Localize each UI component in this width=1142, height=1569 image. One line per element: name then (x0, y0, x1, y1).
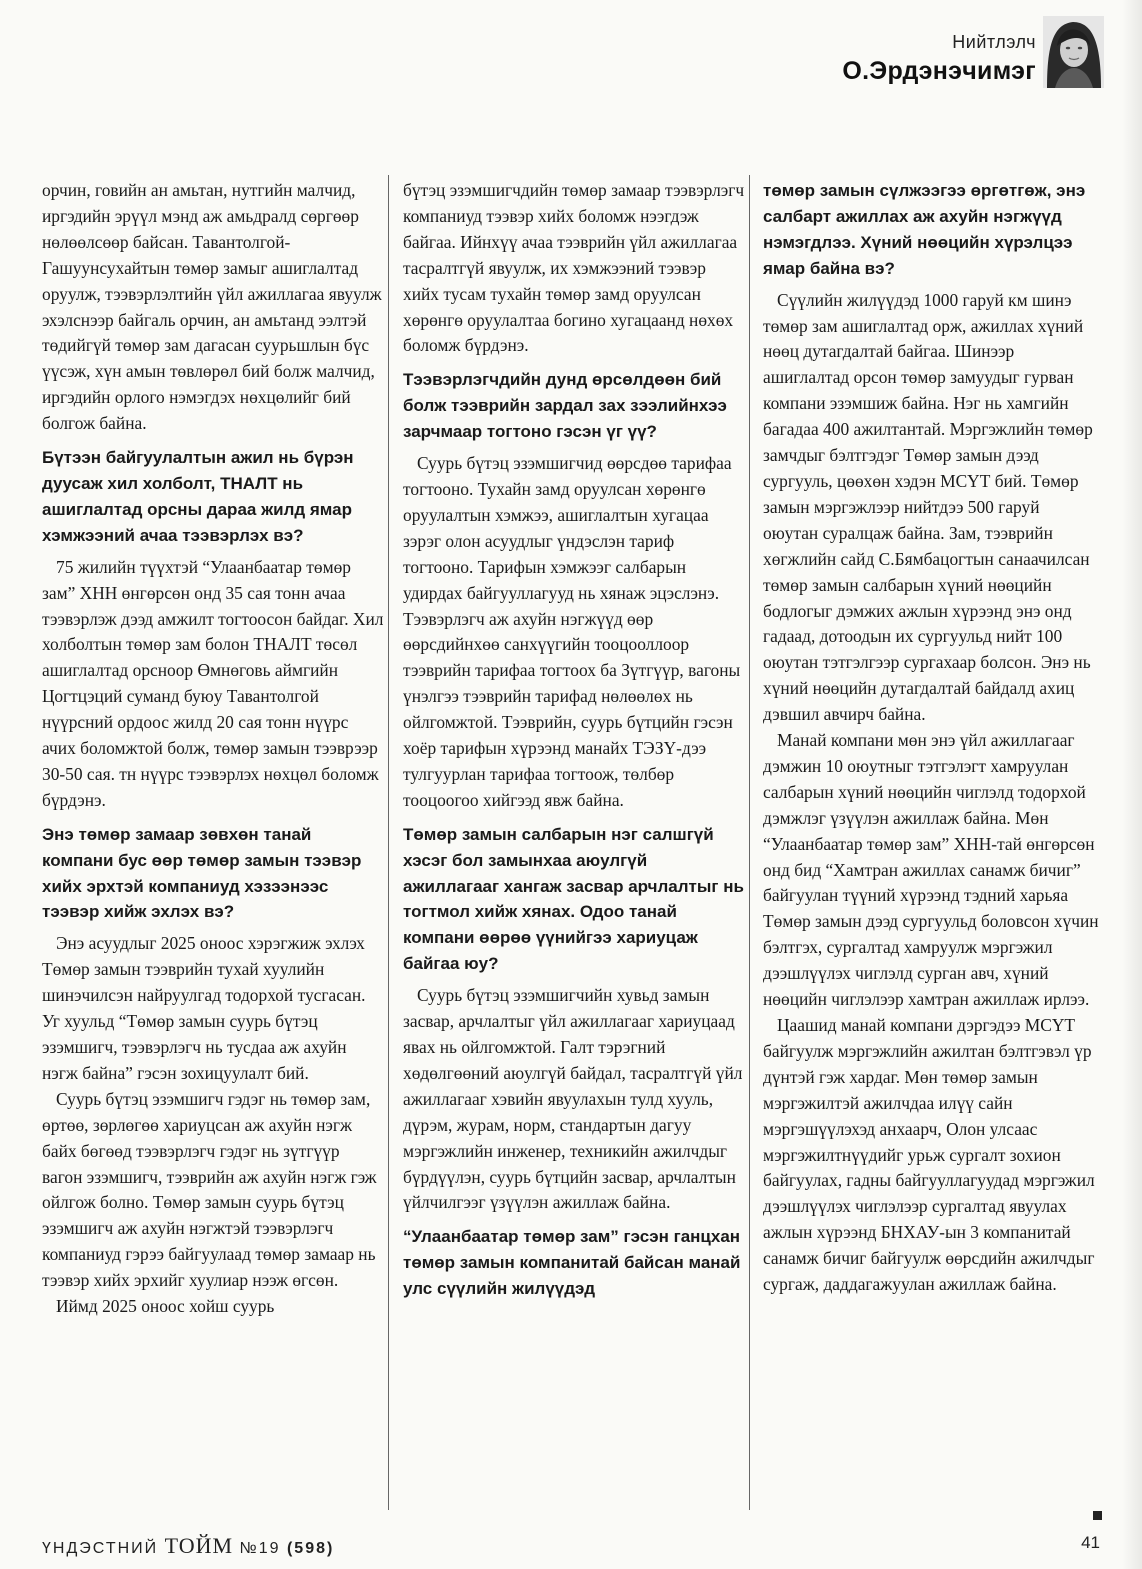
article-paragraph: бүтэц эзэмшигчдийн төмөр замаар тээвэрлэгч компаниуд тээвэр хийх боломж нээгдэж байгаа. Ийнхүү ачаа тээврийн үйл ажиллагаа тасралтгүй явуулж, их хэмжээний тээвэр хийх тусам тухайн төмөр замд оруулсан хөрөнгө оруулалтаа богино хугацаанд нөхөх боломж бүрдэнэ. (403, 180, 745, 356)
page-edge (1122, 0, 1142, 1569)
article-paragraph: 75 жилийн түүхтэй “Улаанбаатар төмөр зам” ХНН өнгөрсөн онд 35 сая тонн ачаа тээвэрлэж дээд амжилт тогтоосон байдаг. Хил холболтын төмөр зам болон ТНАЛТ төсөл ашиглалтад орсноор Өмнөговь аймгийн Цогтцэций суманд буюу Тавантолгой нүүрсний ордоос жилд 20 сая тонн нүүрс ачих боломжтой болж, төмөр замын тээврээр 30-50 сая. тн нүүрс тээвэрлэх нөхцөл боломж бүрдэнэ. (42, 556, 384, 810)
article-paragraph: орчин, говийн ан амьтан, нутгийн малчид, иргэдийн эрүүл мэнд аж амьдралд сөргөөр нөлөөлсөөр байсан. Тавантолгой-Гашуунсухайтын төмөр замыг ашиглалтад оруулж, тээвэрлэлтийн үйл ажиллагаа явуулж эхэлснээр байгаль орчин, ан амьтанд ээлтэй төдийгүй төмөр зам дагасан суурьшлын бүс үүсэж, хүн амын төвлөрөл бий болж малчид, иргэдийн орлого нэмэгдэх нөхцөлийг бий болгож байна. (42, 180, 382, 434)
article-paragraph: Манай компани мөн энэ үйл ажиллагааг дэмжин 10 оюутныг тэтгэлэгт хамруулан салбарын хүний нөөцийн чиглэлд тодорхой дэмжлэг үзүүлэн ажиллаж байна. Мөн “Улаанбаатар төмөр зам” ХНН-тай өнгөрсөн онд бид “Хамтран ажиллах санамж бичиг” байгуулан түүний хүрээнд тэдний харьяа Төмөр замын дээд сургуульд боловсон хүчин бэлтгэх, сургалтад хамруулж мэргэжил дээшлүүлэх чиглэлд сурган авч, хүний нөөцийн чиглэлээр хамтран ажиллаж ирлээ. (763, 730, 1099, 1010)
page-number: 41 (1081, 1533, 1100, 1552)
article-paragraph: Цаашид манай компани дэргэдээ МСҮТ байгуулж мэргэжлийн ажилтан бэлтгэвэл үр дүнтэй гэж хардаг. Мөн төмөр замын мэргэжилтэй ажилчдаа илүү сайн мэргэшүүлэхэд анхаарч, Олон улсаас мэргэжилтнүүдийг урьж сургалт зохион байгуулах, гадны байгууллагуудад мэргэжил дээшлүүлэх чиглэлээр сургалтад явуулах ажлын хүрээнд БНХАУ-ын 3 компанитай санамж бичиг байгуулж өөрсдийн ажилчдыг сургаж, даддагажуулан ажиллаж байна. (763, 1015, 1095, 1295)
article-paragraph: Суурь бүтэц эзэмшигч гэдэг нь төмөр зам, өртөө, зөрлөгөө хариуцсан аж ахуйн нэгж байх бөгөөд тээвэрлэгч гэдэг нь зүтгүүр вагон эзэмшигч, тээврийн аж ахуйн нэгж гэж ойлгож болно. Төмөр замын суурь бүтэц эзэмшигч аж ахуйн нэгжтэй тээвэрлэгч компаниуд гэрээ байгуулаад төмөр замаар нь тээвэр хийх эрхийг хуулиар нээж өгсөн. (42, 1088, 377, 1291)
issue-number: №19 (239, 1540, 281, 1557)
article-column-3 (763, 178, 1099, 1298)
column-rule-1 (388, 175, 389, 1510)
author-role: Нийтлэлч (952, 32, 1036, 52)
magazine-title (42, 1533, 334, 1559)
interview-question: төмөр замын сүлжээгээ өргөтгөж, энэ салбарт ажиллах аж ахуйн нэгжүүд нэмэгдлээ. Хүний нөөцийн хүрэлцээ ямар байна вэ? (763, 181, 1086, 278)
article-column-1 (42, 178, 384, 1320)
interview-question: Төмөр замын салбарын нэг салшгүй хэсэг бол замынхаа аюулгүй ажиллагааг хангаж засвар арчлалтыг нь тогтмол хийж хянах. Одоо танай компани өөрөө үүнийгээ хариуцаж байгаа юу? (403, 824, 744, 974)
article-paragraph: Суурь бүтэц эзэмшигчийн хувьд замын засвар, арчлалтыг үйл ажиллагааг хариуцаад явах нь ойлгомжтой. Галт тэрэгний хөдөлгөөний аюулгүй байдал, тасралтгүй үйл ажиллагааг хэвийн явуулахын тулд хууль, дүрэм, журам, норм, стандартын дагуу мэргэжлийн инженер, техникийн ажилчдыг бүрдүүлэн, суурь бүтцийн засвар, арчлалтын үйлчилгээг үзүүлэн ажиллаж байна. (403, 985, 743, 1213)
author-name: О.Эрдэнэчимэг (842, 57, 1036, 85)
issue-total: (598) (286, 1540, 335, 1557)
interview-question: “Улаанбаатар төмөр зам” гэсэн ганцхан төмөр замын компанитай байсан манай улс сүүлийн жилүүдэд (403, 1227, 741, 1299)
article-paragraph: Суурь бүтэц эзэмшигчид өөрсдөө тарифаа тогтооно. Тухайн замд оруулсан хөрөнгө оруулалтын хэмжээ, ашиглалтын хугацаа зэрэг олон асуудлыг үндэслэн тариф тогтооно. Тарифын хэмжээг салбарын удирдах байгууллагууд нь хянаж эцэслэнэ. Тээвэрлэгч аж ахуйн нэгжүүд өөр өөрсдийнхөө санхүүгийн тооцооллоор тээврийн тарифаа тогтоох ба Зүтгүүр, вагоны үнэлгээ тээврийн тарифад нөлөөлөх нь ойлгомжтой. Тээврийн, суурь бүтцийн гэсэн хоёр тарифын хүрээнд манайх ТЭЗҮ-дээ тулгуурлан тарифаа тогтоож, төлбөр тооцоогоо хийгээд явж байна. (403, 453, 741, 810)
article-paragraph: Иймд 2025 оноос хойш суурь (56, 1296, 275, 1317)
author-byline (842, 26, 1036, 86)
interview-question: Тээвэрлэгчдийн дунд өрсөлдөөн бий болж тээврийн зардал зах зээлийнхээ зарчмаар тогтоно гэсэн үг үү? (403, 370, 727, 442)
page-footer (42, 1533, 1100, 1559)
article-end-mark (1093, 1511, 1102, 1520)
author-portrait (1043, 16, 1104, 88)
column-rule-2 (749, 175, 750, 1510)
interview-question: Энэ төмөр замаар зөвхөн танай компани бус өөр төмөр замын тээвэр хийх эрхтэй компаниуд хэзээнээс тээвэр хийж эхлэх вэ? (42, 824, 362, 922)
article-paragraph: Сүүлийн жилүүдэд 1000 гаруй км шинэ төмөр зам ашиглалтад орж, ажиллах хүний нөөц дутагдалтай байгаа. Шинээр ашиглалтад орсон төмөр замуудыг гурван компани эзэмшиж байна. Нэг нь хамгийн багадаа 400 ажилтантай. Мэргэжлийн төмөр замчдыг бэлтгэдэг Төмөр замын дээд сургууль, цөөхөн хэдэн МСҮТ бий. Төмөр замын мэргэжлээр нийтдээ 500 гаруй оюутан суралцаж байна. Зам, тээврийн хөгжлийн сайд С.Бямбацогтын санаачилсан төмөр замын салбарын хүний нөөцийн бодлогыг дэмжих ажлын хүрээнд энэ онд гадаад, дотоодын их сургуульд нийт 100 оюутан тэтгэлгээр сургахаар болсон. Энэ нь хүний нөөцийн дутагдалтай байдалд ахиц дэвшил авчирч байна. (763, 289, 1093, 725)
magazine-prefix: ҮНДЭСТНИЙ (42, 1540, 159, 1557)
interview-question: Бүтээн байгуулалтын ажил нь бүрэн дуусаж хил холболт, ТНАЛТ нь ашиглалтад орсны дараа жилд ямар хэмжээний ачаа тээвэрлэх вэ? (42, 448, 354, 545)
magazine-brand: ТОЙМ (164, 1533, 234, 1558)
article-paragraph: Энэ асуудлыг 2025 оноос хэрэгжиж эхлэх Төмөр замын тээврийн тухай хуулийн шинэчилсэн найруулгад тодорхой тусгасан. Уг хуульд “Төмөр замын суурь бүтэц эзэмшигч, тээвэрлэгч нь тусдаа аж ахуйн нэгж байна” гэсэн зохицуулалт бий. (42, 933, 366, 1083)
article-column-2 (403, 178, 745, 1308)
